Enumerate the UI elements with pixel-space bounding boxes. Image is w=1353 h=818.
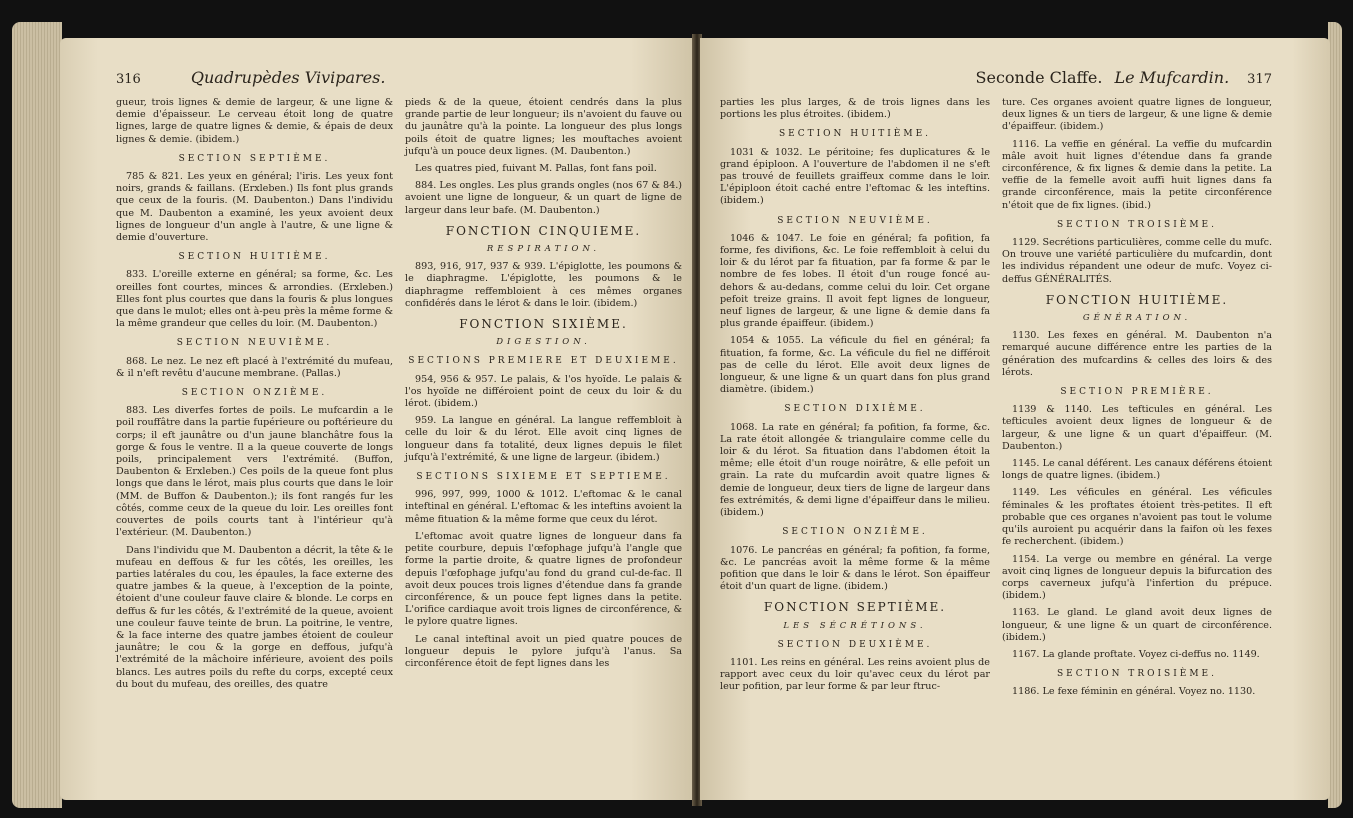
paragraph: 996, 997, 999, 1000 & 1012. L'eftomac & le canal inteftinal en général. L'eftomac & les inteftins avoient la même fituation & la même forme que ceux du lérot. xyxy=(405,489,682,525)
paragraph: ture. Ces organes avoient quatre lignes de longueur, deux lignes & un tiers de largeur, & une ligne & demie d'épaiffeur. (ibidem.) xyxy=(1002,97,1272,133)
page-number: 317 xyxy=(1247,72,1272,87)
paragraph: 833. L'oreille externe en général; sa forme, &c. Les oreilles font courtes, minces & arrondies. (Erxleben.) Elles font plus courtes que dans la fouris & plus longues que dans le mulot; elles ont à-peu près la même forme & la même grandeur que celles du loir. (M. Daubenton.) xyxy=(116,269,393,330)
section-heading: SECTION TROISIÈME. xyxy=(1057,219,1217,230)
paragraph: 884. Les ongles. Les plus grands ongles (nos 67 & 84.) avoient une ligne de longueur, & un quart de ligne de largeur dans leur bafe. (M. Daubenton.) xyxy=(405,180,682,216)
paragraph: 1130. Les fexes en général. M. Daubenton n'a remarqué aucune différence entre les parties de la génération des mufcardins & celles des loirs & des lérots. xyxy=(1002,330,1272,378)
paragraph: L'eftomac avoit quatre lignes de longueur dans fa petite courbure, depuis l'œfophage jufqu'à l'angle que forme la partie droite, & quatre lignes de profondeur depuis l'œfophage jufqu'au fond du grand cul-de-fac. Il avoit deux pouces trois lignes d'étendue dans fa grande circonférence, & un pouce fept lignes dans la petite. L'orifice cardiaque avoit trois lignes de circonférence, & le pylore quatre lignes. xyxy=(405,530,682,628)
paragraph: 1054 & 1055. La véficule du fiel en général; fa fituation, fa forme, &c. La véficule du fiel ne différoit pas de celle du lérot. Elle avoit deux lignes de longueur, & une ligne & un quart dans fon plus grand diamètre. (ibidem.) xyxy=(720,335,990,396)
paragraph: pieds & de la queue, étoient cendrés dans la plus grande partie de leur longueur; ils n'avoient du fauve ou du jaunâtre qu'à la pointe. La longueur des plus longs poils étoit de quatre lignes; les mouftaches avoient jufqu'à un pouce deux lignes. (M. Daubenton.) xyxy=(405,97,682,157)
paragraph: 1031 & 1032. Le péritoine; fes duplicatures & le grand épiploon. A l'ouverture de l'abdomen il ne s'eft pas trouvé de feuillets graiffeux comme dans le loir. L'épiploon étoit caché entre l'eftomac & les inteftins. (ibidem.) xyxy=(720,146,990,207)
paragraph: 868. Le nez. Le nez eft placé à l'extrémité du mufeau, & il n'eft revêtu d'aucune membrane. (Pallas.) xyxy=(116,355,393,379)
section-heading: SECTION HUITIÈME. xyxy=(178,252,331,263)
subheading: RESPIRATION. xyxy=(486,244,601,255)
section-heading: SECTION ONZIÈME. xyxy=(181,388,328,399)
paragraph: 1186. Le fexe féminin en général. Voyez no. 1130. xyxy=(1012,686,1256,698)
subheading: GÉNÉRATION. xyxy=(1082,313,1192,324)
left-running-head xyxy=(116,68,682,87)
subheading: DIGESTION. xyxy=(496,337,591,348)
section-heading: SECTION PREMIÈRE. xyxy=(1060,387,1214,398)
paragraph: 1068. La rate en général; fa pofition, fa forme, &c. La rate étoit allongée & triangulaire comme celle du loir & du lérot. Sa fituation dans l'abdomen étoit la même; elle étoit d'un rouge noirâtre, & elle pefoit un grain. La rate du mufcardin avoit quatre lignes & demie de longueur, deux tiers de ligne de largeur dans fes extrémités, & demi ligne d'épaiffeur dans le milieu. (ibidem.) xyxy=(720,421,990,519)
left-column-2 xyxy=(405,97,682,696)
subheading: LES SÉCRÉTIONS. xyxy=(783,620,927,631)
section-heading: SECTION TROISIÈME. xyxy=(1057,669,1217,680)
paragraph: Le canal inteftinal avoit un pied quatre pouces de longueur depuis le pylore jufqu'à l'anus. Sa circonférence étoit de fept lignes dans les xyxy=(405,633,682,669)
right-page-edges xyxy=(1328,22,1342,808)
page-number: 316 xyxy=(116,72,141,87)
paragraph: 1149. Les véficules en général. Les véficules féminales & les proftates étoient très-petites. Il eft probable que ces organes n'avoient pas tout le volume qu'ils auroient pu acquérir dans la faifon où les fexes fe recherchent. (ibidem.) xyxy=(1002,487,1272,548)
section-heading: SECTION HUITIÈME. xyxy=(778,129,932,140)
paragraph: 1046 & 1047. Le foie en général; fa pofition, fa forme, fes divifions, &c. Le foie reffembloit à celui du loir & du lérot par fa fituation, par fa forme & par le nombre de fes lobes. Il étoit d'un rouge foncé au-dehors & au-dedans, comme celui du loir. Cet organe pefoit treize grains. Il avoit fept lignes de longueur, neuf lignes de largeur, & une ligne & demie dans fa plus grande épaiffeur. (ibidem.) xyxy=(720,232,990,330)
right-page xyxy=(700,38,1330,800)
paragraph: 1154. La verge ou membre en général. La verge avoit cinq lignes de longueur depuis la bifurcation des corps caverneux jufqu'à l'infertion du prépuce. (ibidem.) xyxy=(1002,553,1272,602)
section-heading: SECTIONS PREMIERE ET DEUXIEME. xyxy=(408,356,679,367)
fonction-heading: FONCTION HUITIÈME. xyxy=(1045,292,1229,307)
section-heading: SECTION NEUVIÈME. xyxy=(176,338,333,349)
section-heading: SECTIONS SIXIEME ET SEPTIEME. xyxy=(416,472,671,483)
running-title: Le Mufcardin. xyxy=(1114,68,1230,87)
paragraph: Les quatres pied, fuivant M. Pallas, font fans poil. xyxy=(415,163,657,175)
left-columns xyxy=(116,97,682,696)
left-page-edges xyxy=(12,22,62,808)
paragraph: 1116. La veffie en général. La veffie du mufcardin mâle avoit huit lignes d'étendue dans fa grande circonférence, & fix lignes & demie dans la petite. La veffie de la femelle avoit auffi huit lignes dans fa grande circonférence, mais la petite circonférence n'étoit que de fix lignes. (ibid.) xyxy=(1002,138,1272,211)
fonction-heading: FONCTION SEPTIÈME. xyxy=(763,600,947,615)
paragraph: 1129. Secrétions particulières, comme celle du mufc. On trouve une variété particulière du mufcardin, dont les individus répandent une odeur de mufc. Voyez ci-deffus GÉNÉRALITÉS. xyxy=(1002,237,1272,285)
section-heading: SECTION DIXIÈME. xyxy=(784,404,926,415)
section-heading: SECTION SEPTIÈME. xyxy=(178,153,331,164)
paragraph: 959. La langue en général. La langue reffembloit à celle du loir & du lérot. Elle avoit cinq lignes de longueur dans fa totalité, deux lignes depuis le filet jufqu'à l'extrémité, & une ligne de largeur. (ibidem.) xyxy=(405,415,682,463)
paragraph: 954, 956 & 957. Le palais, & l'os hyoïde. Le palais & l'os hyoïde ne différoient point de ceux du loir & du lérot. (ibidem.) xyxy=(405,373,682,410)
paragraph: 883. Les diverfes fortes de poils. Le mufcardin a le poil rouffâtre dans la partie fupérieure ou poftérieure du corps; il eft jaunâtre ou d'un jaune blanchâtre fous la gorge & fous le ventre. Il a la queue couverte de longs poils, principalement vers l'extrémité. (Buffon, Daubenton & Erxleben.) Ces poils de la queue font plus longs que dans le lérot, mais plus courts que dans le loir (MM. de Buffon & Daubenton.); ils font rangés fur les côtés, comme ceux de la queue du loir. Les oreilles font couvertes de poils courts tant à l'intérieur qu'à l'extérieur. (M. Daubenton.) xyxy=(116,405,393,539)
paragraph: gueur, trois lignes & demie de largeur, & une ligne & demie d'épaisseur. Le cerveau étoit long de quatre lignes, large de quatre lignes & demie, & épais de deux lignes & demie. (ibidem.) xyxy=(116,97,393,145)
paragraph: parties les plus larges, & de trois lignes dans les portions les plus étroites. (ibidem.) xyxy=(720,97,990,121)
section-heading: SECTION ONZIÈME. xyxy=(782,527,928,538)
paragraph: 785 & 821. Les yeux en général; l'iris. Les yeux font noirs, grands & faillans. (Erxleben.) Ils font plus grands que ceux de la fouris. (M. Daubenton.) Dans l'individu que M. Daubenton a examiné, les yeux avoient deux lignes de longueur d'un angle à l'autre, & une ligne & demie d'ouverture. xyxy=(116,171,393,244)
left-page xyxy=(60,38,694,800)
paragraph: 1101. Les reins en général. Les reins avoient plus de rapport avec ceux du loir qu'avec ceux du lérot par leur pofition, par leur forme & par leur ftruc- xyxy=(720,656,990,693)
right-column-1 xyxy=(720,97,990,704)
class-title: Seconde Claffe. xyxy=(975,68,1103,87)
fonction-heading: FONCTION CINQUIEME. xyxy=(445,223,642,238)
section-heading: SECTION NEUVIÈME. xyxy=(777,215,933,226)
right-columns xyxy=(720,97,1272,704)
section-heading: SECTION DEUXIÈME. xyxy=(777,639,933,650)
paragraph: 1139 & 1140. Les tefticules en général. Les tefticules avoient deux lignes de longueur & de largeur, & une ligne & un quart d'épaiffeur. (M. Daubenton.) xyxy=(1002,404,1272,452)
fonction-heading: FONCTION SIXIÈME. xyxy=(459,317,628,332)
paragraph: 1076. Le pancréas en général; fa pofition, fa forme, &c. Le pancréas avoit la même forme & la même pofition que dans le loir & dans le lérot. Son épaiffeur étoit d'un quart de ligne. (ibidem.) xyxy=(720,544,990,593)
paragraph: 1163. Le gland. Le gland avoit deux lignes de longueur, & une ligne & un quart de circonférence. (ibidem.) xyxy=(1002,607,1272,643)
right-column-2 xyxy=(1002,97,1272,704)
left-column-1 xyxy=(116,97,393,696)
paragraph: 1145. Le canal déférent. Les canaux déférens étoient longs de quatre lignes. (ibidem.) xyxy=(1002,458,1272,482)
paragraph: 893, 916, 917, 937 & 939. L'épiglotte, les poumons & le diaphragme. L'épiglotte, les poumons & le diaphragme reffembloient à ces mêmes organes confidérés dans le lérot & dans le loir. (ibidem.) xyxy=(405,261,682,309)
paragraph: 1167. La glande proftate. Voyez ci-deffus no. 1149. xyxy=(1012,648,1260,660)
running-title: Quadrupèdes Vivipares. xyxy=(190,68,386,87)
right-running-head xyxy=(720,68,1272,87)
paragraph: Dans l'individu que M. Daubenton a décrit, la tête & le mufeau en deffous & fur les côtés, les oreilles, les parties latérales du cou, les épaules, la face externe des quatre jambes & la queue, à l'exception de la pointe, étoient d'une couleur fauve claire & blonde. Le corps en deffus & fur les côtés, & l'extrémité de la queue, avoient une couleur fauve teinte de brun. La poitrine, le ventre, & la face interne des quatre jambes étoient de couleur jaunâtre; le cou & la gorge en deffous, jufqu'à l'extrémité de la mâchoire inférieure, avoient des poils blancs. Les autres poils du refte du corps, excepté ceux du bout du mufeau, des oreilles, des quatre xyxy=(116,544,393,690)
